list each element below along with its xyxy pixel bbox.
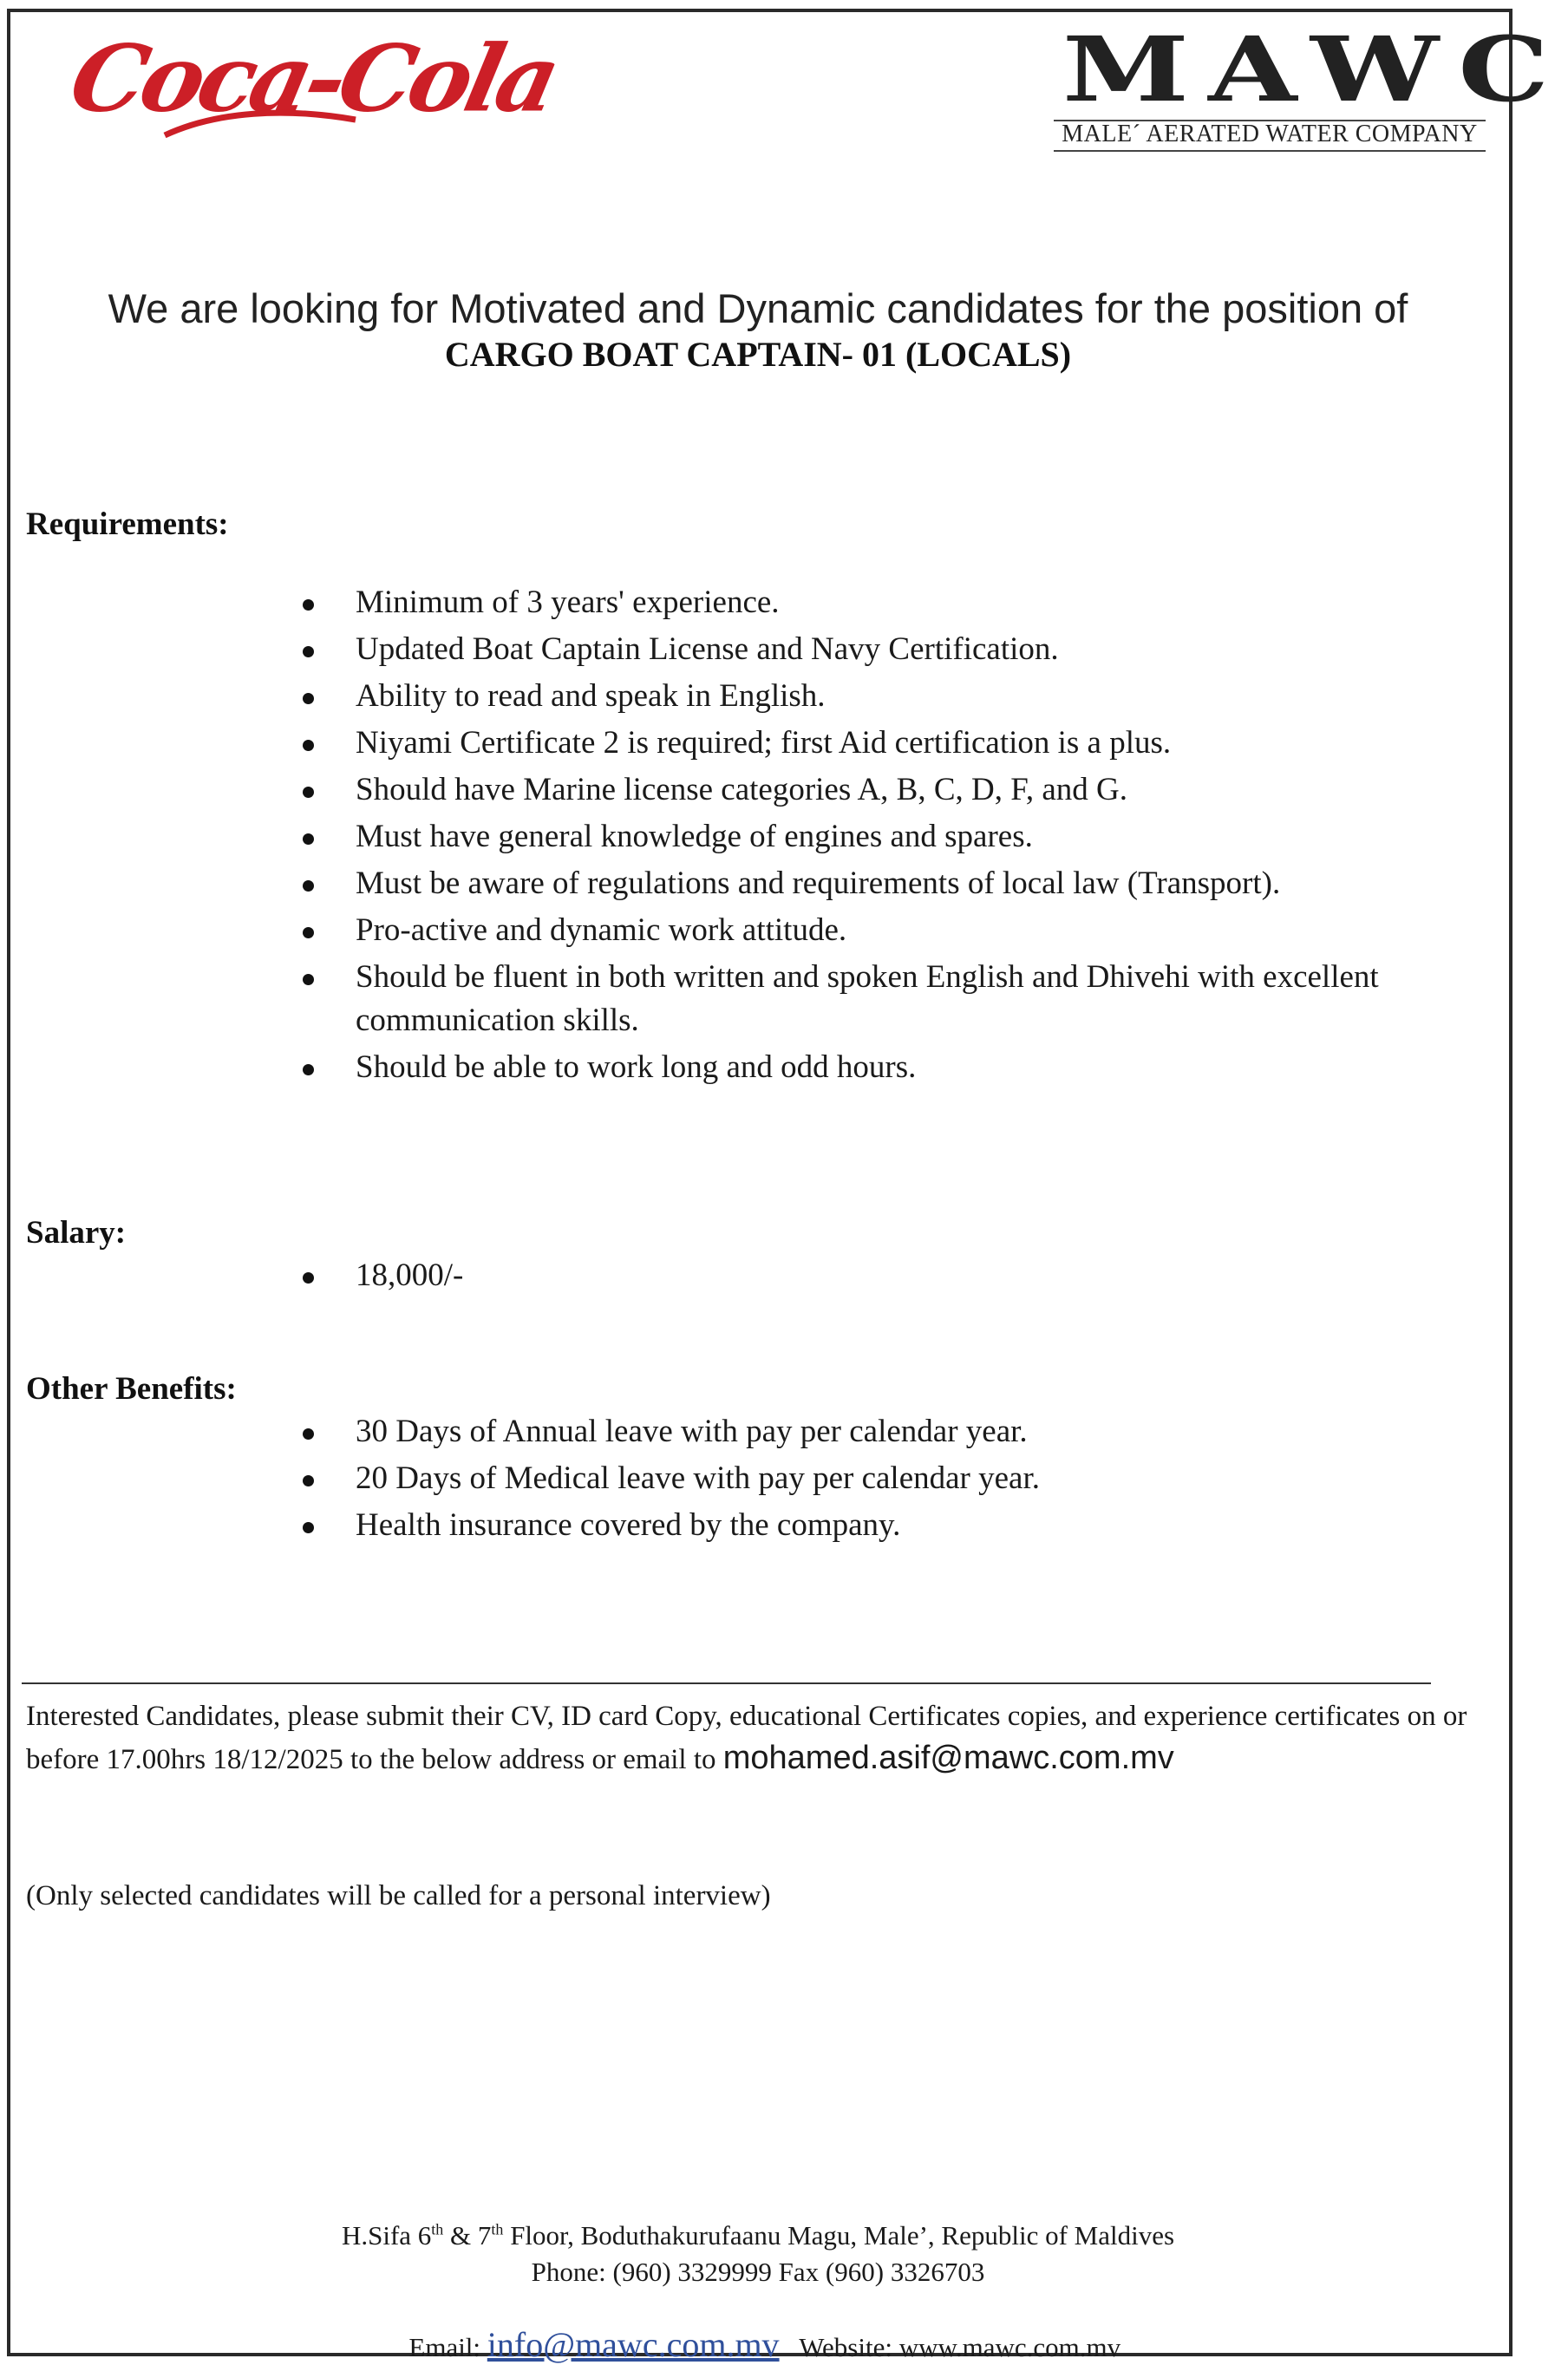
address-part: & 7 bbox=[443, 2220, 492, 2251]
mawc-logo-letters: MAWC bbox=[1062, 17, 1568, 122]
bullet-item: Must have general knowledge of engines and spares. bbox=[0, 815, 1440, 859]
application-email[interactable]: mohamed.asif@mawc.com.mv bbox=[722, 1740, 1174, 1776]
bullet-item: 30 Days of Annual leave with pay per calendar year. bbox=[0, 1410, 1440, 1454]
mawc-logo-rule-bottom bbox=[1054, 150, 1486, 152]
bullet-item: Minimum of 3 years' experience. bbox=[0, 581, 1440, 624]
mawc-logo-tagline: MALE´ AERATED WATER COMPANY bbox=[1062, 121, 1478, 147]
application-instructions bbox=[26, 1695, 1483, 1780]
address-sup: th bbox=[431, 2220, 444, 2238]
salary-heading: Salary: bbox=[26, 1215, 127, 1251]
bullet-item: Ability to read and speak in English. bbox=[0, 675, 1440, 718]
interview-note: (Only selected candidates will be called for a personal interview) bbox=[26, 1880, 771, 1911]
bullet-item: Pro-active and dynamic work attitude. bbox=[0, 909, 1440, 952]
bullet-item: Health insurance covered by the company. bbox=[0, 1504, 1440, 1547]
bullet-item: 20 Days of Medical leave with pay per calendar year. bbox=[0, 1457, 1440, 1500]
address-part: H.Sifa 6 bbox=[341, 2220, 432, 2251]
headline-intro: We are looking for Motivated and Dynamic candidates for the position of bbox=[108, 285, 1408, 331]
requirements-list bbox=[0, 581, 1516, 1093]
coca-cola-swoosh-icon bbox=[69, 24, 390, 154]
benefits-list bbox=[0, 1410, 1516, 1551]
footer-phone: Phone: (960) 3329999 Fax (960) 3326703 bbox=[531, 2257, 985, 2287]
benefits-heading: Other Benefits: bbox=[26, 1371, 237, 1407]
address-sup: th bbox=[491, 2220, 504, 2238]
footer-email-link[interactable]: info@mawc.com.mv bbox=[487, 2325, 780, 2364]
bullet-item: Niyami Certificate 2 is required; first Aid certification is a plus. bbox=[0, 722, 1440, 765]
bullet-item: Should be fluent in both written and spoken English and Dhivehi with excellent communication skills. bbox=[0, 956, 1440, 1042]
mawc-logo bbox=[1054, 17, 1568, 160]
bullet-item: Updated Boat Captain License and Navy Certification. bbox=[0, 628, 1440, 671]
coca-cola-logo bbox=[61, 24, 565, 154]
position-title: CARGO BOAT CAPTAIN- 01 (LOCALS) bbox=[444, 335, 1072, 374]
requirements-heading: Requirements: bbox=[26, 506, 229, 542]
footer-contact bbox=[0, 2293, 1516, 2365]
application-text: Interested Candidates, please submit their CV, ID card Copy, educational Certificates copies, and experience certificates on or before 17.00hrs 18/12/2025 to the below address or email to bbox=[26, 1701, 1467, 1775]
bullet-item: Should have Marine license categories A, B, C, D, F, and G. bbox=[0, 768, 1440, 812]
footer-website[interactable]: Website: www.mawc.com.mv bbox=[779, 2332, 1121, 2362]
salary-list bbox=[0, 1254, 1516, 1301]
footer-email-label: Email: bbox=[408, 2332, 487, 2362]
bullet-item: 18,000/- bbox=[0, 1254, 1440, 1297]
bullet-item: Should be able to work long and odd hours. bbox=[0, 1046, 1440, 1089]
footer-address bbox=[0, 2220, 1516, 2251]
bullet-item: Must be aware of regulations and requirements of local law (Transport). bbox=[0, 862, 1440, 905]
coca-cola-logo-text: Coca-Cola bbox=[61, 25, 565, 133]
address-part: Floor, Boduthakurufaanu Magu, Male’, Republic of Maldives bbox=[503, 2220, 1175, 2251]
section-divider bbox=[22, 1682, 1431, 1684]
